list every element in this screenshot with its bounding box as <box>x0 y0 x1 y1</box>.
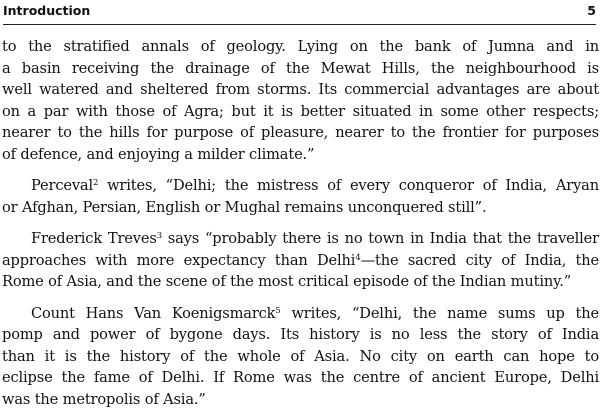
text-run: writes, “Delhi, the name sums up the <box>280 304 599 322</box>
text-line: to the stratified annals of geology. Lying on the bank of Jumna and in <box>2 38 599 55</box>
text-line <box>2 228 599 250</box>
text-line: on a par with those of Agra; but it is better situated in some other respects; <box>2 102 599 120</box>
text-run: —the sacred city of India, the <box>360 251 600 269</box>
paragraph-treves <box>2 228 599 293</box>
author-name: Count Hans Van Koenigsmarck <box>31 304 276 322</box>
text-line <box>2 175 599 197</box>
text-line: or Afghan, Persian, English or Mughal remains unconquered still”. <box>2 198 487 216</box>
running-head <box>3 2 596 25</box>
running-title: Introduction <box>3 3 91 18</box>
footnote-ref: 4 <box>355 252 361 263</box>
paragraph-continued <box>2 36 599 165</box>
paragraph-koenigsmarck <box>2 303 599 410</box>
text-run: says “probably there is no town in India that the traveller <box>161 230 599 247</box>
text-line: eclipse the fame of Delhi. If Rome was the centre of ancient Europe, Delhi <box>2 369 599 386</box>
footnote-ref: 2 <box>93 178 99 188</box>
footnote-ref: 5 <box>275 305 281 316</box>
text-run: approaches with more expectancy than Delhi <box>2 251 356 269</box>
author-name: Perceval <box>31 177 93 194</box>
body-text <box>2 36 599 410</box>
paragraph-perceval <box>2 175 599 218</box>
text-line: well watered and sheltered from storms. Its commercial advantages are about <box>2 81 599 98</box>
text-line: Rome of Asia, and the scene of the most critical episode of the Indian mutiny.” <box>2 273 572 290</box>
text-line <box>2 303 599 325</box>
text-line: of defence, and enjoying a milder climate.” <box>2 145 315 163</box>
text-run: writes, “Delhi; the mistress of every conqueror of India, Aryan <box>98 177 599 194</box>
text-line: a basin receiving the drainage of the Mewat Hills, the neighbourhood is <box>2 59 599 77</box>
footnote-ref: 3 <box>156 231 162 241</box>
page-number: 5 <box>587 3 596 18</box>
text-line: pomp and power of bygone days. Its history is no less the story of India <box>2 326 599 343</box>
text-line <box>2 250 599 272</box>
author-name: Frederick Treves <box>31 230 157 247</box>
text-line: nearer to the hills for purpose of pleasure, nearer to the frontier for purposes <box>2 124 599 141</box>
text-line: was the metropolis of Asia.” <box>2 390 206 408</box>
text-line: than it is the history of the whole of Asia. No city on earth can hope to <box>2 347 599 365</box>
